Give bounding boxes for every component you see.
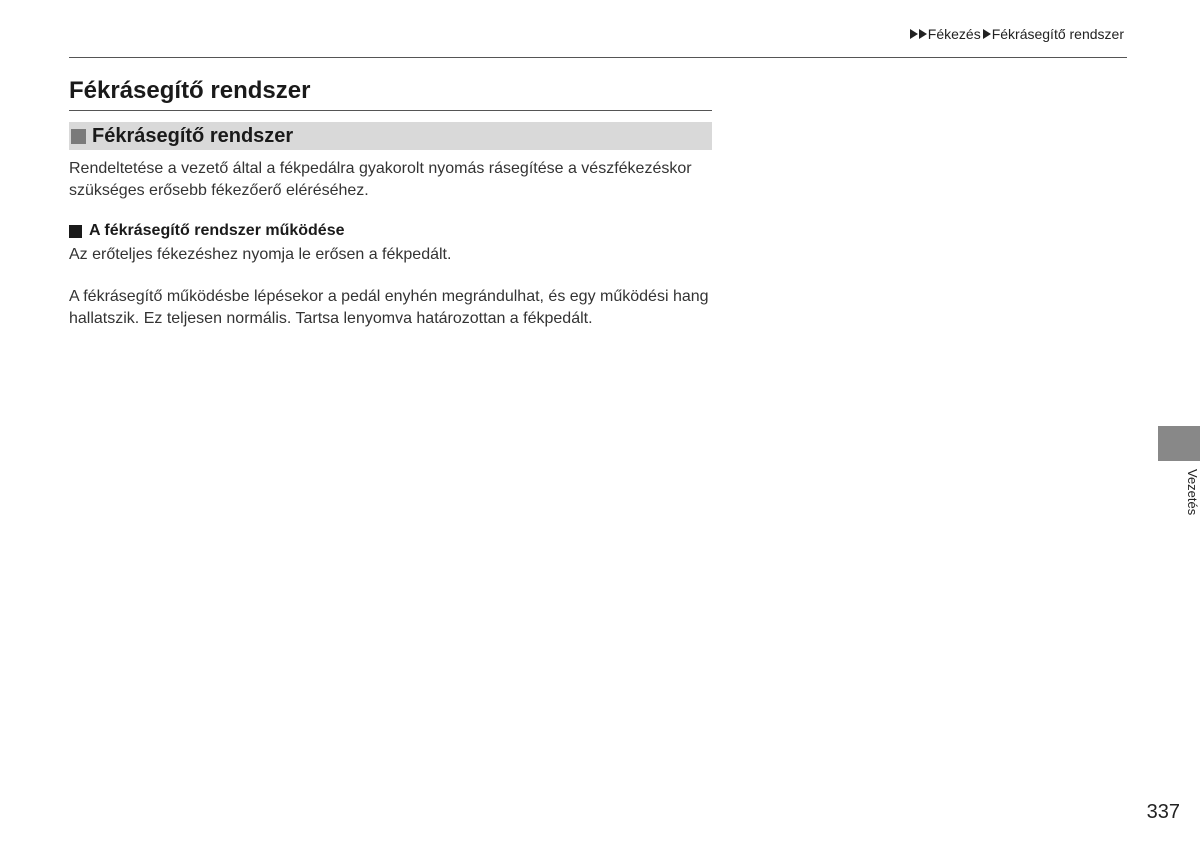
chapter-tab	[1158, 426, 1200, 461]
breadcrumb-item-brake-assist: Fékrásegítő rendszer	[991, 26, 1124, 42]
page-number: 337	[1146, 801, 1180, 823]
paragraph-2: A fékrásegítő működésbe lépésekor a pedál enyhén megrándulhat, és egy működési hang hallatszik. Ez teljesen normális. Tartsa lenyomva határozottan a fékpedált.	[69, 288, 709, 327]
breadcrumb	[910, 26, 1126, 42]
breadcrumb-item-braking: Fékezés	[927, 26, 981, 42]
section-intro: Rendeltetése a vezető által a fékpedálra gyakorolt nyomás rásegítése a vészfékezéskor szükséges erősebb fékezőerő eléréséhez.	[69, 160, 692, 199]
square-icon	[71, 129, 86, 144]
arrow-right-icon	[910, 29, 918, 39]
subsection-header	[69, 222, 345, 240]
chapter-tab-label: Vezetés	[1185, 468, 1200, 516]
section-title: Fékrásegítő rendszer	[92, 124, 294, 147]
arrow-right-icon	[983, 29, 991, 39]
paragraph-1: Az erőteljes fékezéshez nyomja le erősen a fékpedált.	[69, 246, 452, 263]
square-icon	[69, 225, 82, 238]
section-header	[69, 122, 712, 150]
header-divider	[69, 57, 1127, 58]
subsection-title: A fékrásegítő rendszer működése	[89, 222, 345, 239]
title-divider	[69, 110, 712, 111]
page-title: Fékrásegítő rendszer	[69, 77, 311, 104]
arrow-right-icon	[919, 29, 927, 39]
